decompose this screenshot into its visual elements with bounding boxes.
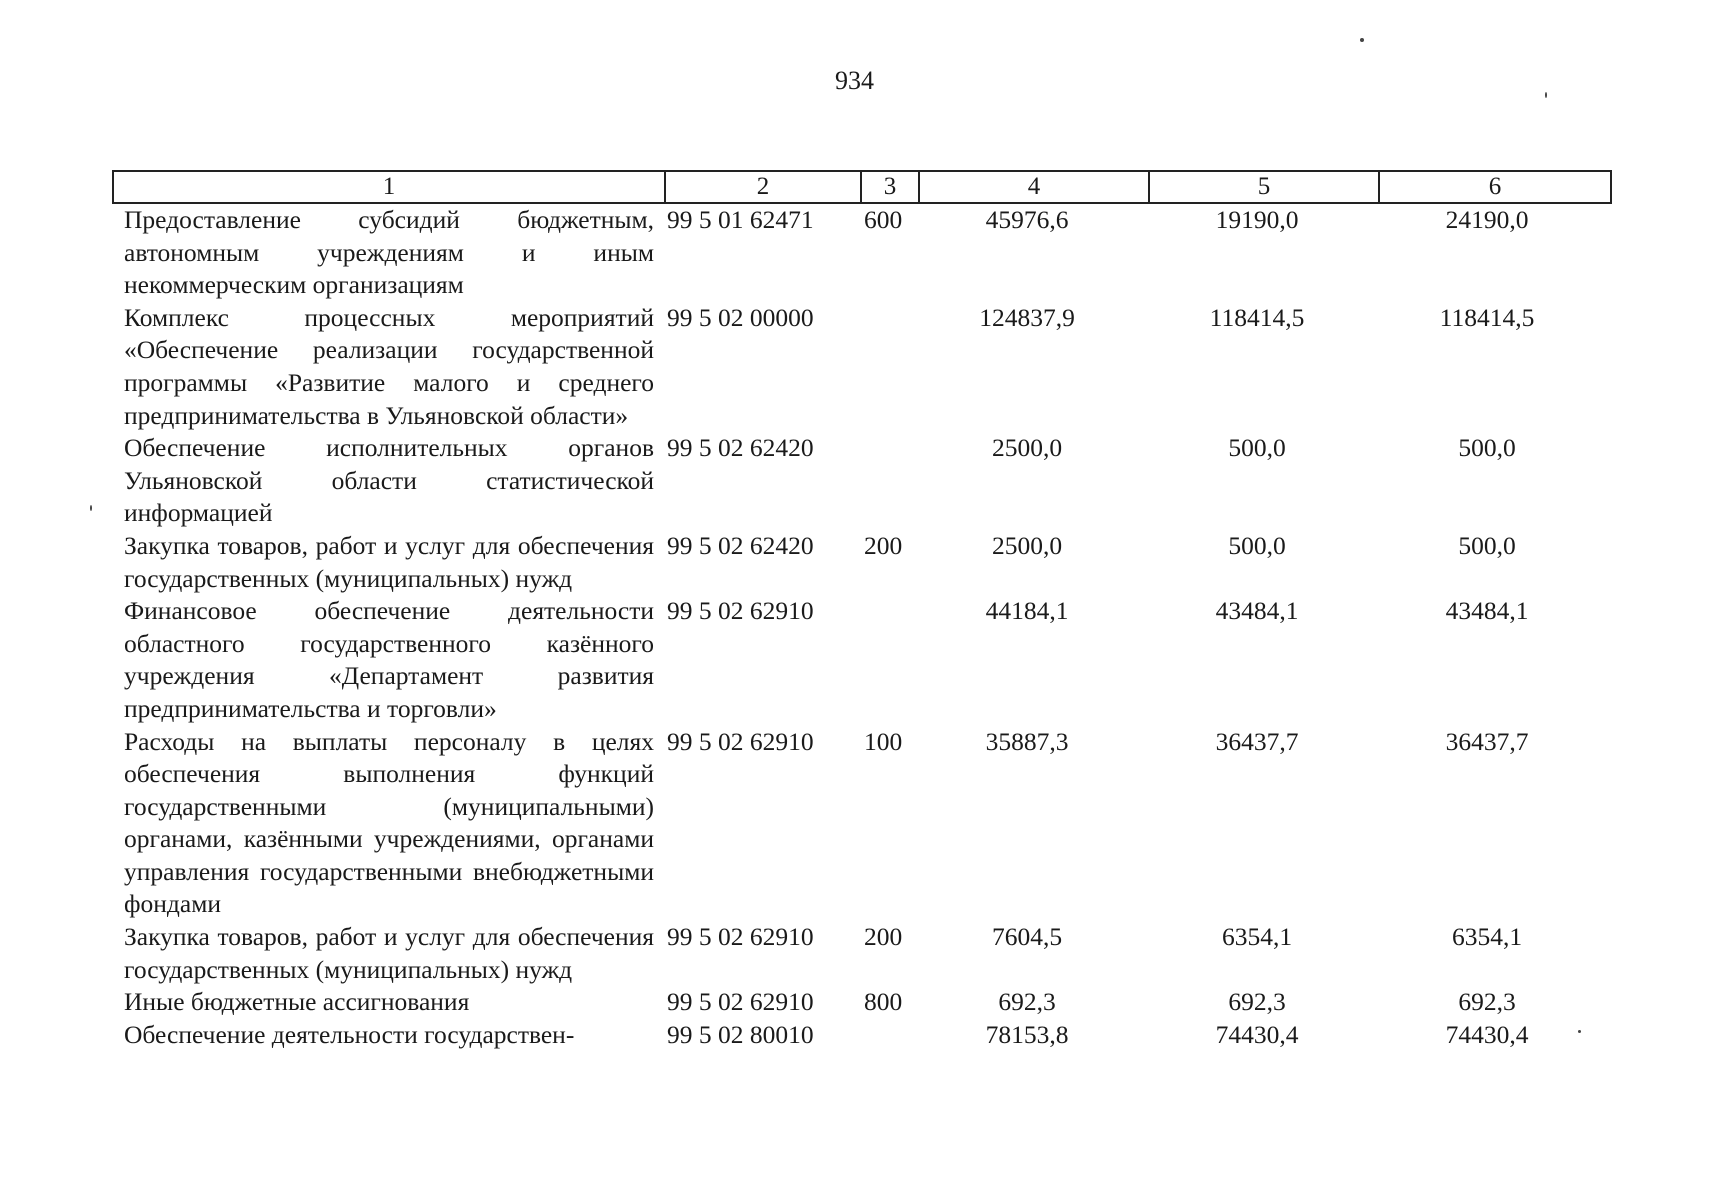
row-code: 99 5 02 62420 — [667, 530, 814, 560]
row-name: Предоставление субсидий бюджетным, автономным учреждениям и иным некоммерческим организациям — [124, 205, 654, 300]
table-row — [112, 921, 1610, 986]
row-value-col6: 6354,1 — [1451, 922, 1523, 952]
row-name: Обеспечение деятельности государствен- — [124, 1019, 575, 1049]
row-value-col4: 2500,0 — [991, 530, 1063, 560]
row-value-col5: 118414,5 — [1209, 302, 1305, 332]
row-name: Закупка товаров, работ и услуг для обеспечения государственных (муниципальных) нужд — [124, 922, 654, 984]
row-code: 99 5 02 62910 — [667, 596, 814, 626]
row-type: 200 — [864, 530, 903, 560]
row-code: 99 5 02 62420 — [667, 433, 814, 463]
row-value-col6: 74430,4 — [1445, 1019, 1529, 1049]
table-row — [112, 595, 1610, 725]
row-value-col6: 500,0 — [1458, 433, 1516, 463]
row-name: Закупка товаров, работ и услуг для обеспечения государственных (муниципальных) нужд — [124, 530, 654, 593]
table-row — [112, 986, 1610, 1019]
row-value-col6: 118414,5 — [1439, 302, 1535, 332]
column-header-3: 3 — [861, 171, 919, 203]
row-code: 99 5 02 62910 — [667, 922, 814, 952]
row-name: Иные бюджетные ассигнования — [124, 987, 470, 1017]
row-name: Финансовое обеспечение деятельности областного государственного казённого учреждения «Департамент развития предпринимательства и торговли» — [124, 596, 654, 723]
row-value-col6: 43484,1 — [1445, 596, 1529, 626]
row-name: Расходы на выплаты персоналу в целях обеспечения выполнения функций государственными (муниципальными) органами, казёнными учреждениями, органами управления государственными внебюджетными фондами — [124, 726, 654, 919]
row-value-col5: 692,3 — [1228, 987, 1286, 1017]
row-value-col6: 692,3 — [1458, 987, 1516, 1017]
row-code: 99 5 02 80010 — [667, 1019, 814, 1049]
column-header-6: 6 — [1379, 171, 1611, 203]
row-code: 99 5 02 62910 — [667, 726, 814, 756]
table-row — [112, 432, 1610, 530]
scan-speck — [1360, 38, 1364, 42]
row-value-col5: 500,0 — [1228, 433, 1286, 463]
row-value-col6: 36437,7 — [1445, 726, 1529, 756]
column-header-4: 4 — [919, 171, 1149, 203]
table-body — [112, 204, 1610, 1051]
row-value-col4: 35887,3 — [985, 726, 1069, 756]
column-header-5: 5 — [1149, 171, 1379, 203]
table-row — [112, 1019, 1610, 1052]
page-number: 934 — [835, 66, 874, 95]
row-value-col4: 692,3 — [998, 987, 1056, 1017]
table-row — [112, 302, 1610, 432]
row-code: 99 5 02 00000 — [667, 302, 814, 332]
row-name: Комплекс процессных мероприятий «Обеспечение реализации государственной программы «Развитие малого и среднего предпринимательства в Ульяновской области» — [124, 302, 654, 430]
scan-speck — [90, 505, 92, 511]
row-value-col4: 124837,9 — [979, 302, 1075, 332]
row-code: 99 5 01 62471 — [667, 205, 814, 234]
row-value-col5: 74430,4 — [1215, 1019, 1299, 1049]
row-value-col4: 45976,6 — [985, 205, 1069, 234]
row-value-col5: 500,0 — [1228, 530, 1286, 560]
row-type: 600 — [864, 205, 903, 234]
table-row — [112, 530, 1610, 595]
table-row — [112, 726, 1610, 922]
table-row — [112, 204, 1610, 302]
row-code: 99 5 02 62910 — [667, 987, 814, 1017]
row-name: Обеспечение исполнительных органов Ульяновской области статистической информацией — [124, 433, 654, 528]
table-header — [112, 170, 1612, 204]
row-value-col4: 78153,8 — [985, 1019, 1069, 1049]
row-value-col6: 500,0 — [1458, 530, 1516, 560]
row-value-col4: 7604,5 — [991, 922, 1063, 952]
row-value-col4: 2500,0 — [991, 433, 1063, 463]
row-type: 200 — [864, 922, 903, 952]
scan-speck — [1578, 1030, 1581, 1033]
row-value-col5: 6354,1 — [1221, 922, 1293, 952]
row-value-col4: 44184,1 — [985, 596, 1069, 626]
scan-speck — [1545, 92, 1547, 98]
row-value-col6: 24190,0 — [1445, 205, 1529, 234]
column-header-1: 1 — [113, 171, 665, 203]
row-type: 100 — [864, 726, 903, 756]
row-value-col5: 19190,0 — [1215, 205, 1299, 234]
row-type: 800 — [864, 987, 903, 1017]
column-header-2: 2 — [665, 171, 861, 203]
row-value-col5: 43484,1 — [1215, 596, 1299, 626]
row-value-col5: 36437,7 — [1215, 726, 1299, 756]
